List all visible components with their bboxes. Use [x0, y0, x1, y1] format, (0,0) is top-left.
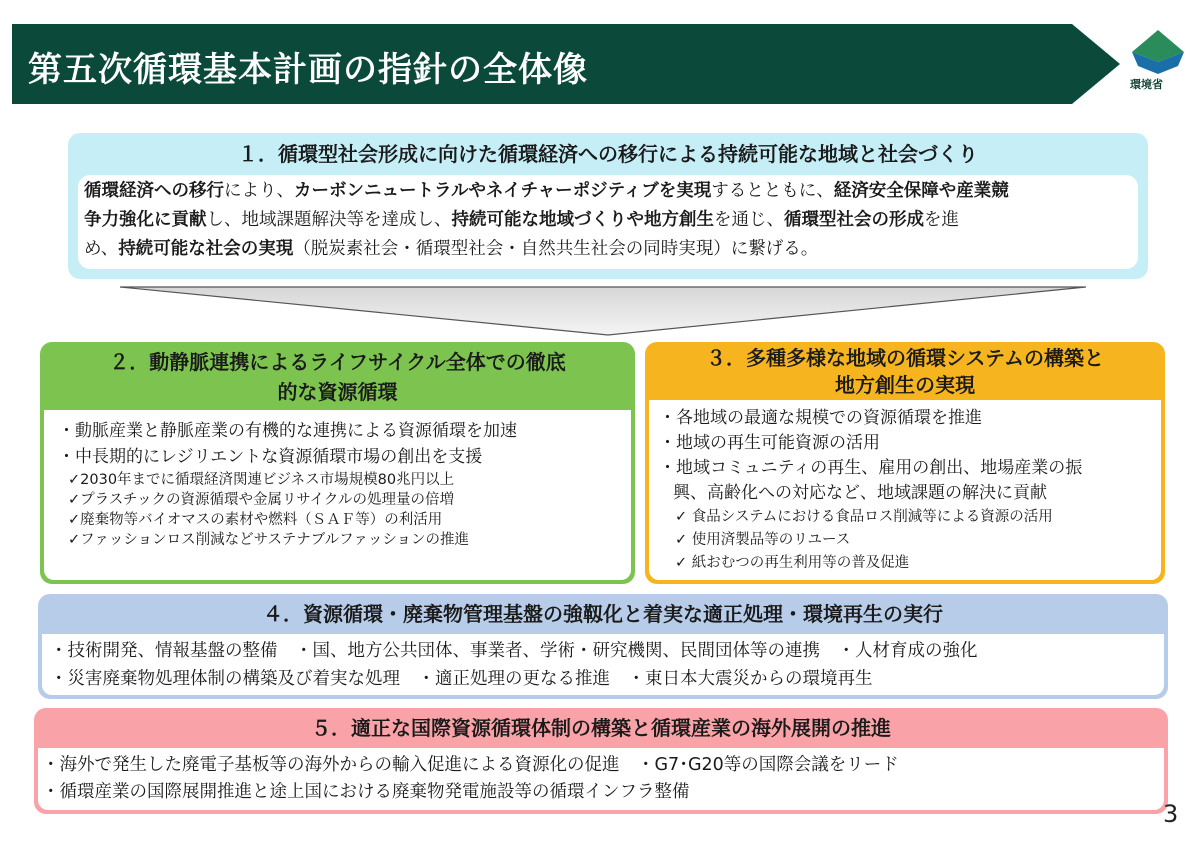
section-2-card — [40, 342, 635, 584]
body-text: を進 — [924, 210, 959, 230]
section-3-heading-line2: 地方創生の実現 — [835, 373, 975, 397]
list-item: ・地域の再生可能資源の活用 — [659, 433, 880, 453]
down-arrow-icon — [118, 285, 1088, 337]
list-item-continuation: 興、高齢化への対応など、地域課題の解決に貢献 — [673, 483, 1047, 503]
section-4-heading: ４．資源循環・廃棄物管理基盤の強靱化と着実な適正処理・環境再生の実行 — [263, 602, 943, 626]
check-item: ✓ 使用済製品等のリユース — [675, 532, 851, 548]
section-3-body — [649, 400, 1161, 580]
section-1-text-line — [84, 206, 1138, 235]
section-3-heading — [645, 342, 1165, 400]
body-text: するとともに、 — [711, 181, 834, 201]
section-1-text-line — [84, 177, 1138, 206]
page-title: 第五次循環基本計画の指針の全体像 — [28, 50, 588, 90]
emphasis-text: 循環型社会の形成 — [784, 210, 924, 230]
check-item: ✓ 紙おむつの再生利用等の普及促進 — [675, 555, 910, 571]
section-5-card — [34, 708, 1168, 814]
emphasis-text: カーボンニュートラルやネイチャーポジティブを実現 — [294, 181, 712, 201]
emphasis-text: 循環経済への移行 — [84, 181, 224, 201]
check-item: ✓廃棄物等バイオマスの素材や燃料（ＳＡＦ等）の利活用 — [68, 512, 443, 528]
emphasis-text: 争力強化に貢献 — [84, 210, 207, 230]
emphasis-text: 経済安全保障や産業競 — [833, 181, 1009, 201]
body-text: により、 — [224, 181, 294, 201]
check-item: ✓2030年までに循環経済関連ビジネス市場規模80兆円以上 — [68, 472, 455, 488]
check-item: ✓ファッションロス削減などサステナブルファッションの推進 — [68, 532, 470, 548]
section-5-body — [38, 748, 1164, 810]
body-text: を通じ、 — [714, 210, 784, 230]
body-text: め、 — [84, 239, 119, 259]
section-2-body — [44, 410, 631, 580]
section-2-heading-line2: 的な資源循環 — [277, 380, 398, 404]
section-2-heading-line1: ２．動静脈連携によるライフサイクル全体での徹底 — [109, 350, 566, 374]
list-item: ・循環産業の国際展開推進と途上国における廃棄物発電施設等の循環インフラ整備 — [42, 782, 690, 802]
section-1-heading: １．循環型社会形成に向けた循環経済への移行による持続可能な地域と社会づくり — [238, 142, 978, 166]
section-3-heading-line1: ３．多種多様な地域の循環システムの構築と — [706, 346, 1104, 370]
body-text: （脱炭素社会・循環型社会・自然共生社会の同時実現）に繋げる。 — [293, 239, 819, 259]
body-text: し、地域課題解決等を達成し、 — [206, 210, 452, 230]
ministry-logo-label: 環境省 — [1130, 78, 1163, 91]
list-item: ・海外で発生した廃電子基板等の海外からの輸入促進による資源化の促進 ・G7･G20等の国際会議をリード — [42, 755, 899, 775]
section-3-card — [645, 342, 1165, 584]
emphasis-text: 持続可能な地域づくりや地方創生 — [451, 210, 714, 230]
list-item: ・災害廃棄物処理体制の構築及び着実な処理 ・適正処理の更なる推進 ・東日本大震災からの環境再生 — [50, 669, 873, 689]
list-item: ・中長期的にレジリエントな資源循環市場の創出を支援 — [58, 447, 483, 467]
section-5-heading: ５．適正な国際資源循環体制の構築と循環産業の海外展開の推進 — [311, 716, 891, 740]
section-4-body — [42, 634, 1164, 695]
section-1-card — [68, 133, 1148, 279]
section-1-text-line — [84, 235, 1138, 264]
page-number: 3 — [1163, 800, 1179, 828]
emphasis-text: 持続可能な社会の実現 — [118, 239, 294, 259]
list-item: ・動脈産業と静脈産業の有機的な連携による資源循環を加速 — [58, 421, 517, 441]
check-item: ✓ 食品システムにおける食品ロス削減等による資源の活用 — [675, 509, 1053, 525]
list-item: ・各地域の最適な規模での資源循環を推進 — [659, 408, 982, 428]
section-2-heading — [40, 342, 635, 410]
list-item: ・技術開発、情報基盤の整備 ・国、地方公共団体、事業者、学術・研究機関、民間団体等の連携 ・人材育成の強化 — [50, 641, 978, 661]
check-item: ✓プラスチックの資源循環や金属リサイクルの処理量の倍増 — [68, 492, 454, 508]
section-4-card — [38, 594, 1168, 699]
section-1-body — [78, 175, 1138, 269]
list-item: ・地域コミュニティの再生、雇用の創出、地場産業の振 — [659, 458, 1083, 478]
